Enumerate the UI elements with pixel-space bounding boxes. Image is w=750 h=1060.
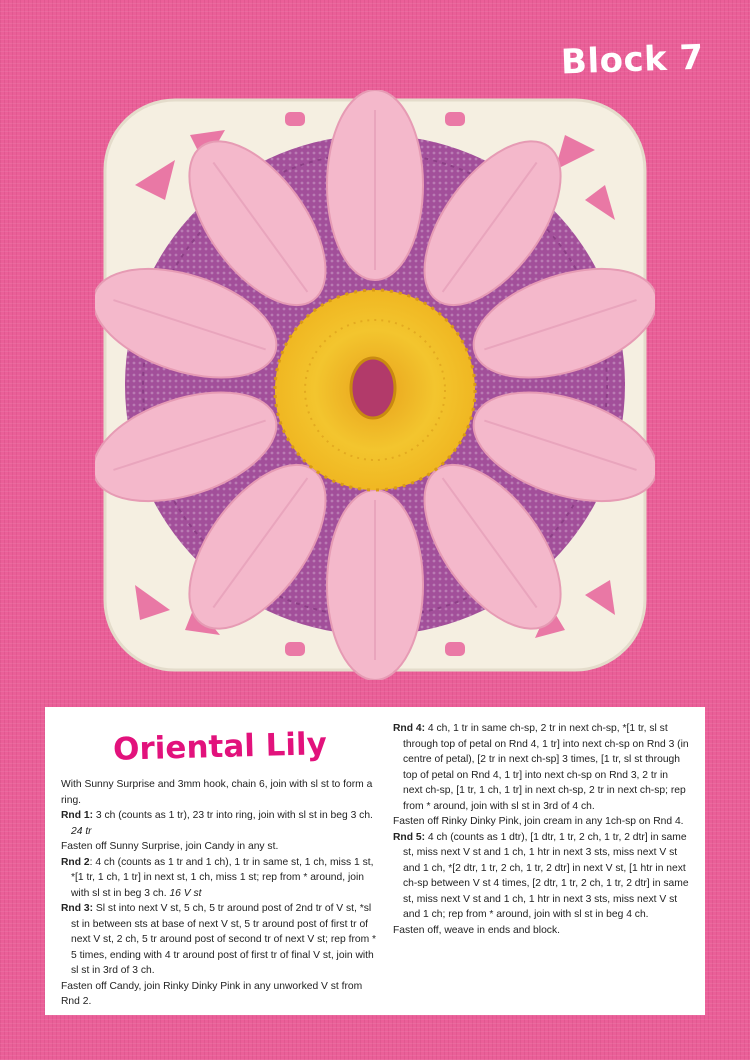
round-2-count: 16 V st bbox=[169, 887, 202, 899]
round-1-count: 24 tr bbox=[71, 825, 92, 837]
round-3-label: Rnd 3: bbox=[61, 903, 94, 914]
pattern-column-left bbox=[61, 721, 379, 1005]
round-5-text: 4 ch (counts as 1 dtr), [1 dtr, 1 tr, 2 ch, 1 tr, 2 dtr] in same st, miss next V st and 1 ch, 1 htr in next 3 sts, miss next V st and 1 ch, *[2 dtr, 1 tr, 2 ch, 1 tr, 2 dtr] in next V st, [1 htr in next ch-sp between V st 4 times, [2 dtr, 1 tr, 2 ch, 1 tr, 2 dtr] in same st, miss next V st and 1 ch, 1 htr in next 3 sts, miss next V st and 1 ch; rep from * around, join with sl st in beg 4 ch. bbox=[403, 831, 689, 920]
round-2 bbox=[61, 855, 379, 902]
crochet-square-photo bbox=[95, 90, 655, 680]
pattern-card bbox=[45, 707, 705, 1015]
round-4 bbox=[393, 721, 689, 814]
pattern-column-right bbox=[393, 721, 689, 1005]
round-1-text: 3 ch (counts as 1 tr), 23 tr into ring, join with sl st in beg 3 ch. bbox=[93, 810, 373, 821]
pattern-title: Oriental Lily bbox=[112, 726, 328, 768]
round-3-note: Fasten off Candy, join Rinky Dinky Pink in any unworked V st from Rnd 2. bbox=[61, 980, 363, 1007]
round-1-note: Fasten off Sunny Surprise, join Candy in any st. bbox=[61, 841, 279, 852]
round-5 bbox=[393, 830, 689, 923]
block-number-label: Block 7 bbox=[560, 37, 705, 83]
round-5-note: Fasten off, weave in ends and block. bbox=[393, 924, 560, 936]
round-5-label: Rnd 5: bbox=[393, 831, 426, 843]
round-4-text: 4 ch, 1 tr in same ch-sp, 2 tr in next ch-sp, *[1 tr, sl st through top of petal on Rnd 4, 1 tr] into next ch-sp on Rnd 3 (in centre of petal), [2 tr in next ch-sp] 3 times, [1 tr, sl st through top of petal on Rnd 4, 1 tr] into next ch-sp on Rnd 3, 2 tr in next ch-sp, [1 tr, 1 ch, 1 tr] in next ch-sp, 2 tr in next ch-sp; rep from * around, join with sl st in 3rd of 4 ch. bbox=[403, 723, 689, 812]
pattern-intro: With Sunny Surprise and 3mm hook, chain 6, join with sl st to form a ring. bbox=[61, 779, 373, 806]
round-4-note: Fasten off Rinky Dinky Pink, join cream in any 1ch-sp on Rnd 4. bbox=[393, 816, 684, 827]
round-2-text: : 4 ch (counts as 1 tr and 1 ch), 1 tr in same st, 1 ch, miss 1 st, *[1 tr, 1 ch, 1 tr] in next st, 1 ch, miss 1 st; rep from * around, join with sl st in beg 3 ch. bbox=[71, 856, 374, 899]
round-2-label: Rnd 2 bbox=[61, 856, 90, 868]
round-4-label: Rnd 4: bbox=[393, 723, 426, 734]
round-3 bbox=[61, 901, 379, 979]
round-1-label: Rnd 1: bbox=[61, 810, 94, 821]
round-1 bbox=[61, 808, 379, 839]
round-3-text: Sl st into next V st, 5 ch, 5 tr around post of 2nd tr of V st, *sl st in between sts at base of next V st, 5 tr around post of first tr of next V st, 2 ch, 5 tr around post of second tr of next V st; rep from * 5 times, ending with 4 tr around post of first tr of final V st, join with sl st in 3rd of 3 ch. bbox=[71, 903, 377, 976]
